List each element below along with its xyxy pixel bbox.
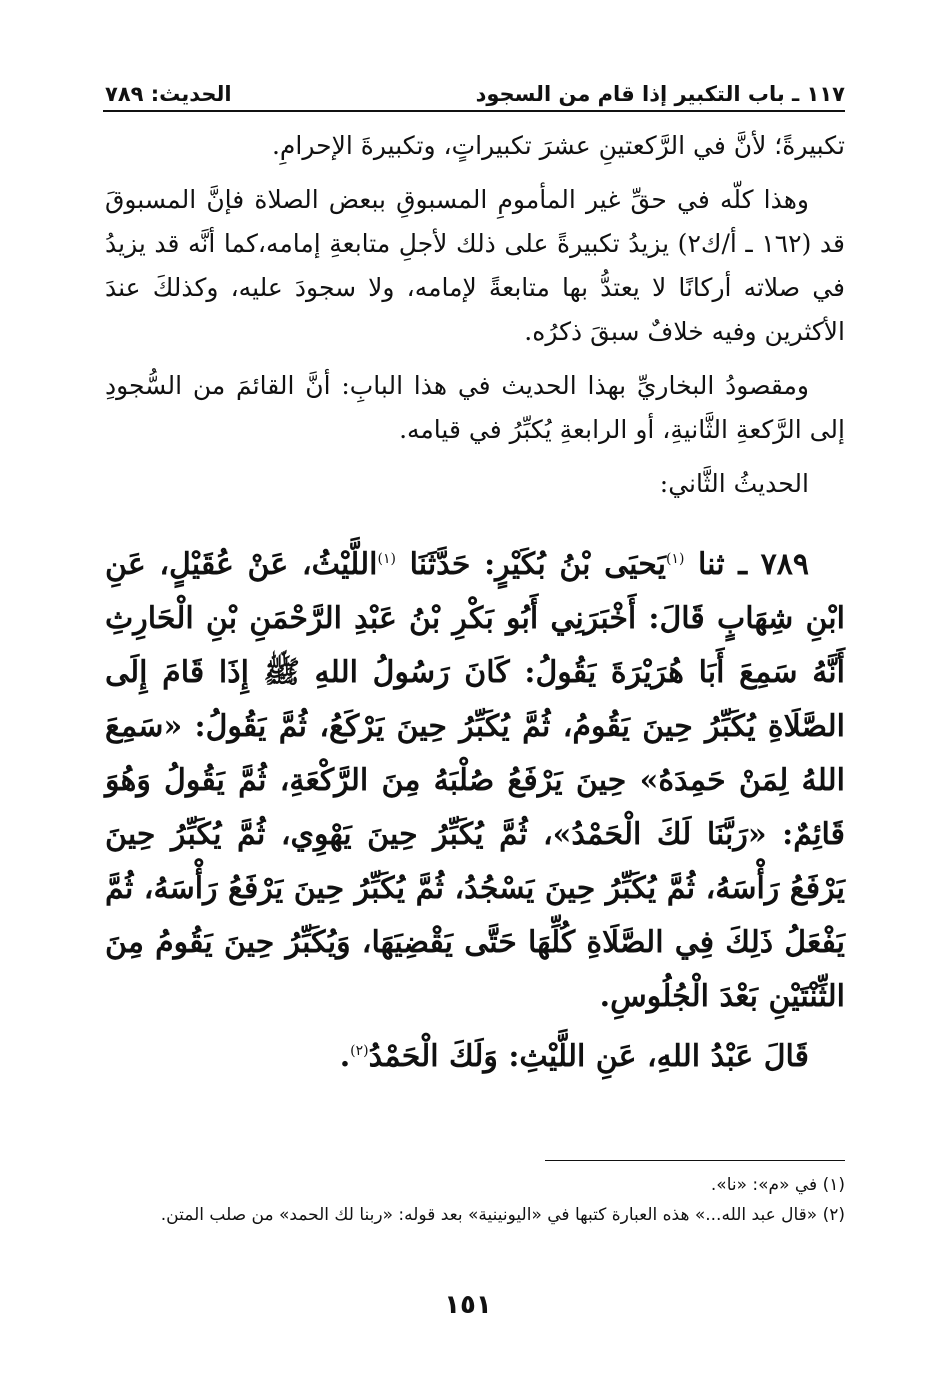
paragraph-3: ومقصودُ البخاريِّ بهذا الحديث في هذا البابِ: أنَّ القائمَ من السُّجودِ إلى الرَّكعةِ الثَّانيةِ، أو الرابعةِ يُكبِّرُ في قيامه.: [105, 371, 845, 444]
footnote-marker-1b: (١): [377, 551, 396, 567]
hadith-text: [105, 532, 845, 1024]
paragraph-1: تكبيرةً؛ لأنَّ في الرَّكعتينِ عشرَ تكبيراتٍ، وتكبيرةَ الإحرامِ.: [271, 131, 845, 160]
header-divider: [103, 110, 845, 112]
qala-line: [105, 1024, 845, 1084]
running-header: [105, 72, 845, 106]
footnote-divider: [545, 1160, 845, 1161]
hadith-reference: الحديث: ٧٨٩: [105, 82, 232, 106]
main-text: [105, 124, 845, 1084]
footnote-marker-1: (١): [665, 551, 685, 567]
page-number: ١٥١: [444, 1290, 492, 1320]
section-subheading: الحديثُ الثَّاني:: [659, 469, 809, 498]
footnote-1: (١) في «م»: «نا».: [710, 1175, 845, 1195]
hadith-number: ٧٨٩ ـ ثنا: [684, 547, 809, 582]
qala-end: .: [339, 1039, 351, 1074]
footnote-2: (٢) «قال عبد الله...» هذه العبارة كتبها في «اليونينية» بعد قوله: «ربنا لك الحمد» من صلب المتن.: [160, 1205, 845, 1225]
hadith-body: اللَّيْثُ، عَنْ عُقَيْلٍ، عَنِ ابْنِ شِهَابٍ قَالَ: أَخْبَرَنِي أَبُو بَكْرِ بْنُ عَبْدِ الرَّحْمَنِ بْنِ الْحَارِثِ أَنَّهُ سَمِعَ أَبَا هُرَيْرَةَ يَقُولُ: كَانَ رَسُولُ اللهِ ﷺ إِذَا قَامَ إِلَى الصَّلَاةِ يُكَبِّرُ حِينَ يَقُومُ، ثُمَّ يُكَبِّرُ حِينَ يَرْكَعُ، ثُمَّ يَقُولُ: «سَمِعَ اللهُ لِمَنْ حَمِدَهُ» حِينَ يَرْفَعُ صُلْبَهُ مِنَ الرَّكْعَةِ، ثُمَّ يَقُولُ وَهُوَ قَائِمٌ: «رَبَّنَا لَكَ الْحَمْدُ»، ثُمَّ يُكَبِّرُ حِينَ يَهْوِي، ثُمَّ يُكَبِّرُ حِينَ يَرْفَعُ رَأْسَهُ، ثُمَّ يُكَبِّرُ حِينَ يَسْجُدُ، ثُمَّ يُكَبِّرُ حِينَ يَرْفَعُ رَأْسَهُ، ثُمَّ يَفْعَلُ ذَلِكَ فِي الصَّلَاةِ كُلِّهَا حَتَّى يَقْضِيَهَا، وَيُكَبِّرُ حِينَ يَقُومُ مِنَ الثِّنْتَيْنِ بَعْدَ الْجُلُوسِ.: [105, 547, 845, 1014]
chapter-title: ١١٧ ـ باب التكبير إذا قام من السجود: [475, 82, 845, 106]
paragraph-2: وهذا كلّه في حقِّ غير المأمومِ المسبوقِ ببعض الصلاة فإنَّ المسبوقَ قد (١٦٢ ـ أ/ك٢) يزيدُ تكبيرةً على ذلك لأجلِ متابعةِ إمامه،كما أنَّه قد يزيدُ في صلاته أركانًا لا يعتدُّ بها متابعةً لإمامه، ولا سجودَ عليه، وكذلكَ عندَ الأكثرين وفيه خلافٌ سبقَ ذكرُه.: [105, 185, 845, 346]
hadith-chain-start: يَحيَى بْنُ بُكَيْرٍ: حَدَّثَنَا: [396, 547, 666, 582]
qala-text: قَالَ عَبْدُ اللهِ، عَنِ اللَّيْثِ: وَلَكَ الْحَمْدُ: [368, 1039, 809, 1074]
footnote-marker-2: (٢): [350, 1043, 369, 1059]
footnotes: [105, 1170, 845, 1230]
